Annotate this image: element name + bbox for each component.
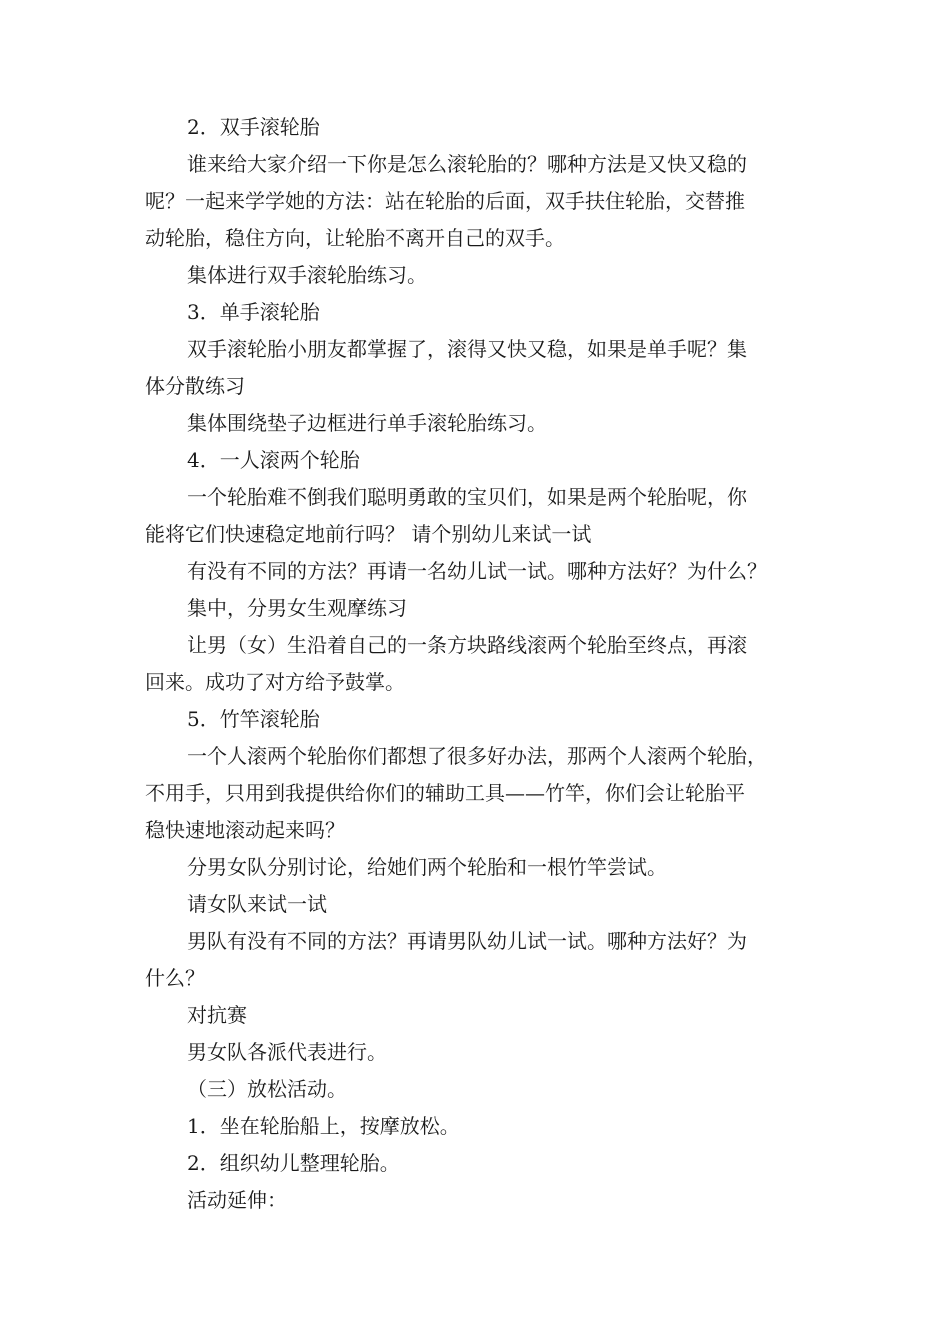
section-heading-two-hand-roll: 2．双手滚轮胎	[187, 115, 320, 139]
paragraph-line: 双手滚轮胎小朋友都掌握了，滚得又快又稳，如果是单手呢？集	[187, 337, 747, 361]
paragraph-line: 呢？一起来学学她的方法：站在轮胎的后面，双手扶住轮胎，交替推	[145, 189, 745, 213]
paragraph-line: 什么？	[145, 966, 205, 990]
paragraph-line: 集中，分男女生观摩练习	[187, 596, 407, 620]
section-heading-two-tires: 4．一人滚两个轮胎	[187, 448, 360, 472]
list-item: 2．组织幼儿整理轮胎。	[187, 1151, 400, 1175]
paragraph-line: 动轮胎，稳住方向，让轮胎不离开自己的双手。	[145, 226, 565, 250]
paragraph-line: 一个轮胎难不倒我们聪明勇敢的宝贝们，如果是两个轮胎呢，你	[187, 485, 747, 509]
paragraph-line: 一个人滚两个轮胎你们都想了很多好办法，那两个人滚两个轮胎，	[187, 744, 767, 768]
paragraph-line: 集体围绕垫子边框进行单手滚轮胎练习。	[187, 411, 547, 435]
paragraph-line: 回来。成功了对方给予鼓掌。	[145, 670, 405, 694]
paragraph-line: 能将它们快速稳定地前行吗？ 请个别幼儿来试一试	[145, 522, 592, 546]
paragraph-line: 体分散练习	[145, 374, 245, 398]
paragraph-line: 对抗赛	[187, 1003, 247, 1027]
section-heading-extension: 活动延伸：	[187, 1188, 287, 1212]
paragraph-line: 不用手，只用到我提供给你们的辅助工具——竹竿，你们会让轮胎平	[145, 781, 745, 805]
paragraph-line: 稳快速地滚动起来吗？	[145, 818, 345, 842]
section-heading-one-hand-roll: 3．单手滚轮胎	[187, 300, 320, 324]
paragraph-line: 男女队各派代表进行。	[187, 1040, 387, 1064]
section-heading-relax: （三）放松活动。	[187, 1077, 347, 1101]
section-heading-bamboo-pole: 5．竹竿滚轮胎	[187, 707, 320, 731]
paragraph-line: 谁来给大家介绍一下你是怎么滚轮胎的？哪种方法是又快又稳的	[187, 152, 747, 176]
paragraph-line: 集体进行双手滚轮胎练习。	[187, 263, 427, 287]
paragraph-line: 请女队来试一试	[187, 892, 327, 916]
paragraph-line: 有没有不同的方法？再请一名幼儿试一试。哪种方法好？为什么？	[187, 559, 767, 583]
list-item: 1．坐在轮胎船上，按摩放松。	[187, 1114, 460, 1138]
paragraph-line: 分男女队分别讨论，给她们两个轮胎和一根竹竿尝试。	[187, 855, 667, 879]
paragraph-line: 男队有没有不同的方法？再请男队幼儿试一试。哪种方法好？为	[187, 929, 747, 953]
paragraph-line: 让男（女）生沿着自己的一条方块路线滚两个轮胎至终点，再滚	[187, 633, 747, 657]
